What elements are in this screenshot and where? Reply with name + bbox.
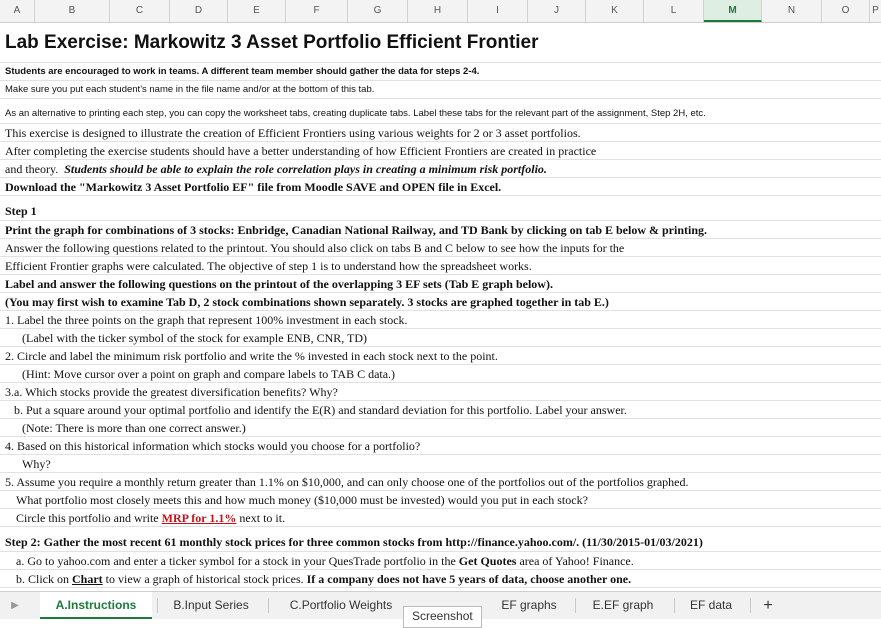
- sheet-title: Lab Exercise: Markowitz 3 Asset Portfolio Efficient Frontier: [5, 32, 539, 53]
- sheet-row[interactable]: [0, 257, 881, 275]
- step-heading: Step 1: [5, 204, 37, 218]
- cell-text: (You may first wish to examine Tab D, 2 stock combinations shown separately. 3 stocks are graphed together in tab E.): [5, 295, 609, 309]
- tab-ef-graphs[interactable]: EF graphs: [501, 598, 557, 612]
- sheet-row[interactable]: [0, 437, 881, 455]
- column-header-k[interactable]: K: [586, 0, 644, 22]
- cell-text: [16, 511, 285, 526]
- mrp-highlight: MRP for 1.1%: [161, 511, 237, 525]
- sheet-row[interactable]: [0, 491, 881, 509]
- tab-c-portfolio-weights[interactable]: C.Portfolio Weights: [289, 598, 393, 612]
- cell-text: (Note: There is more than one correct answer.): [22, 421, 246, 435]
- cell-text: Efficient Frontier graphs were calculated. The objective of step 1 is to understand how the spreadsheet works.: [5, 259, 532, 273]
- cell-text-part: next to it.: [236, 511, 286, 525]
- worksheet-grid[interactable]: [0, 23, 881, 591]
- sheet-row[interactable]: [0, 311, 881, 329]
- column-header-f[interactable]: F: [286, 0, 348, 22]
- cell-text: 2. Circle and label the minimum risk portfolio and write the % invested in each stock next to the point.: [5, 349, 498, 363]
- cell-text: Answer the following questions related to the printout. You should also click on tabs B and C below to see how the inputs for the: [5, 241, 625, 255]
- cell-text: Download the "Markowitz 3 Asset Portfolio EF" file from Moodle SAVE and OPEN file in Excel.: [5, 180, 502, 194]
- cell-text-part: and theory.: [5, 162, 65, 176]
- cell-text-part: area of Yahoo! Finance.: [516, 554, 634, 568]
- cell-text-bold: If a company does not have 5 years of data, choose another one.: [306, 572, 632, 586]
- sheet-row[interactable]: [0, 365, 881, 383]
- cell-text: Students are encouraged to work in teams. A different team member should gather the data for steps 2-4.: [5, 66, 480, 77]
- sheet-row[interactable]: [0, 570, 881, 588]
- tab-e-ef-graph[interactable]: E.EF graph: [592, 598, 654, 612]
- column-header-c[interactable]: C: [110, 0, 170, 22]
- column-header-m[interactable]: M: [704, 0, 762, 22]
- column-header-h[interactable]: H: [408, 0, 468, 22]
- cell-text-part: Circle this portfolio and write: [16, 511, 162, 525]
- column-header-n[interactable]: N: [762, 0, 822, 22]
- sheet-row[interactable]: [0, 419, 881, 437]
- cell-text: [5, 162, 547, 177]
- chart-link-text: Chart: [72, 572, 103, 586]
- column-header-i[interactable]: I: [468, 0, 528, 22]
- column-header-b[interactable]: B: [35, 0, 110, 22]
- cell-text: After completing the exercise students should have a better understanding of how Efficient Frontiers are created in practice: [5, 144, 597, 158]
- cell-text-bold: Get Quotes: [458, 554, 517, 568]
- column-header-o[interactable]: O: [822, 0, 870, 22]
- sheet-row[interactable]: [0, 239, 881, 257]
- sheet-row[interactable]: [0, 527, 881, 552]
- column-header-g[interactable]: G: [348, 0, 408, 22]
- sheet-row[interactable]: [0, 473, 881, 491]
- cell-text: 4. Based on this historical information which stocks would you choose for a portfolio?: [5, 439, 421, 453]
- cell-text-part: b. Click on: [16, 572, 72, 586]
- cell-text: b. Put a square around your optimal portfolio and identify the E(R) and standard deviation for this portfolio. Label your answer.: [14, 403, 627, 417]
- play-left-icon[interactable]: ▶: [11, 600, 19, 611]
- sheet-row-title[interactable]: [0, 23, 881, 63]
- column-header-p[interactable]: P: [872, 5, 879, 16]
- cell-text: What portfolio most closely meets this and how much money ($10,000 must be invested) would you put in each stock?: [16, 493, 588, 507]
- step-heading: Step 2: Gather the most recent 61 monthly stock prices for three common stocks from http://finance.yahoo.com/. (11/30/2015-01/03/2021): [5, 535, 703, 549]
- sheet-row[interactable]: [0, 81, 881, 99]
- cell-text-emphasis: Students should be able to explain the role correlation plays in creating a minimum risk portfolio.: [64, 162, 547, 176]
- cell-text: (Label with the ticker symbol of the stock for example ENB, CNR, TD): [22, 331, 368, 345]
- sheet-row[interactable]: [0, 160, 881, 178]
- sheet-row[interactable]: [0, 63, 881, 81]
- tab-divider: [750, 598, 751, 613]
- sheet-row[interactable]: [0, 455, 881, 473]
- cell-text: 5. Assume you require a monthly return greater than 1.1% on $10,000, and can only choose one of the portfolios out of the portfolios graphed.: [5, 475, 689, 489]
- cell-text: Why?: [22, 457, 51, 471]
- cell-text: As an alternative to printing each step, you can copy the worksheet tabs, creating duplicate tabs. Label these tabs for the relevant part of the assignment, Step 2H, etc.: [5, 108, 706, 119]
- sheet-row[interactable]: [0, 293, 881, 311]
- tab-a-instructions[interactable]: A.Instructions: [40, 592, 152, 619]
- sheet-row[interactable]: [0, 221, 881, 239]
- column-header-d[interactable]: D: [170, 0, 228, 22]
- cell-text: Make sure you put each student's name in the file name and/or at the bottom of this tab.: [5, 84, 375, 95]
- sheet-row[interactable]: [0, 329, 881, 347]
- cell-text-part: a. Go to yahoo.com and enter a ticker symbol for a stock in your QuesTrade portfolio in the: [16, 554, 459, 568]
- column-header-e[interactable]: E: [228, 0, 286, 22]
- sheet-row[interactable]: [0, 347, 881, 365]
- cell-text: Label and answer the following questions on the printout of the overlapping 3 EF sets (Tab E graph below).: [5, 277, 553, 291]
- cell-text: (Hint: Move cursor over a point on graph and compare labels to TAB C data.): [22, 367, 396, 381]
- sheet-row[interactable]: [0, 178, 881, 196]
- cell-text: [16, 572, 631, 587]
- tab-b-input-series[interactable]: B.Input Series: [173, 598, 249, 612]
- cell-text: 3.a. Which stocks provide the greatest diversification benefits? Why?: [5, 385, 338, 399]
- cell-text: 1. Label the three points on the graph that represent 100% investment in each stock.: [5, 313, 408, 327]
- column-header-j[interactable]: J: [528, 0, 586, 22]
- tab-divider: [268, 598, 269, 613]
- cell-text-part: to view a graph of historical stock prices.: [102, 572, 307, 586]
- sheet-row[interactable]: [0, 142, 881, 160]
- tab-divider: [674, 598, 675, 613]
- sheet-row[interactable]: [0, 196, 881, 221]
- tab-divider: [157, 598, 158, 613]
- sheet-row[interactable]: [0, 552, 881, 570]
- sheet-row[interactable]: [0, 99, 881, 124]
- sheet-row[interactable]: [0, 401, 881, 419]
- tab-ef-data[interactable]: EF data: [689, 598, 733, 612]
- tab-divider: [575, 598, 576, 613]
- sheet-row[interactable]: [0, 383, 881, 401]
- sheet-row[interactable]: [0, 124, 881, 142]
- add-sheet-button[interactable]: +: [763, 597, 773, 614]
- column-header-bar: [0, 0, 881, 23]
- column-header-l[interactable]: L: [644, 0, 704, 22]
- sheet-row[interactable]: [0, 509, 881, 527]
- cell-text: Print the graph for combinations of 3 stocks: Enbridge, Canadian National Railway, and TD Bank by clicking on tab E below & printing.: [5, 223, 707, 237]
- sheet-row[interactable]: [0, 275, 881, 293]
- cell-text: This exercise is designed to illustrate the creation of Efficient Frontiers using various weights for 2 or 3 asset portfolios.: [5, 126, 581, 140]
- screenshot-tooltip: Screenshot: [403, 606, 482, 628]
- column-header-a[interactable]: A: [0, 0, 35, 22]
- cell-text: [16, 554, 634, 569]
